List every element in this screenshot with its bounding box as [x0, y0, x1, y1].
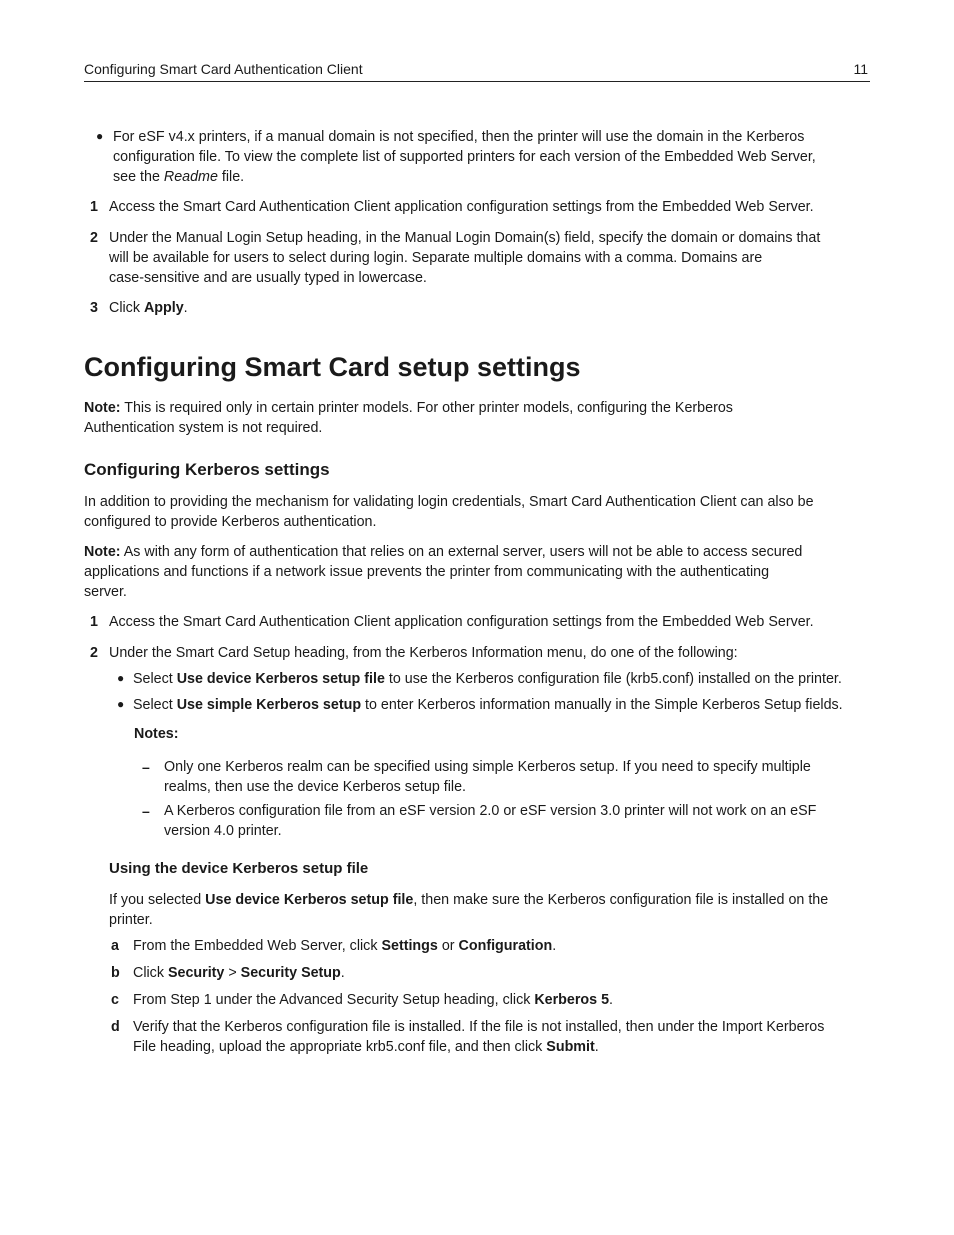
step-text: Access the Smart Card Authentication Client application configuration settings from the Embedded Web Server. [109, 614, 814, 630]
esf-bullet-text: For eSF v4.x printers, if a manual domain is not specified, then the printer will use the domain in the Kerberos configuration file. To view the complete list of supported printers for each version of the Embedded Web Server, see the Readme file. [113, 129, 816, 185]
step-number: 1 [90, 614, 98, 630]
section-title: Configuring Smart Card setup settings [84, 352, 581, 382]
subsubsection-title: Using the device Kerberos setup file [109, 860, 369, 877]
substep-text: Click Security > Security Setup. [133, 965, 345, 981]
bullet-icon: ● [96, 129, 104, 143]
dash-icon: – [142, 759, 150, 775]
substep-label: a [111, 938, 119, 954]
note-item: Only one Kerberos realm can be specified using simple Kerberos setup. If you need to specify multiple realms, then use the device Kerberos setup file. [164, 759, 811, 795]
option-text: Select Use device Kerberos setup file to use the Kerberos configuration file (krb5.conf) installed on the printer. [133, 671, 842, 687]
subsection-title: Configuring Kerberos settings [84, 460, 330, 479]
readme-ref: Readme [163, 169, 218, 185]
step-number: 2 [90, 230, 98, 246]
step-number: 3 [90, 300, 98, 316]
note-paragraph: Note: This is required only in certain printer models. For other printer models, configuring the Kerberos Authentication system is not required. [84, 400, 733, 436]
step-text: Under the Manual Login Setup heading, in the Manual Login Domain(s) field, specify the domain or domains that will be available for users to select during login. Separate multiple domains with a comma. Domains are case-sensitive and are usually typed in lowercase. [109, 230, 821, 286]
notes-label: Notes: [134, 726, 179, 742]
substep-label: c [111, 992, 119, 1008]
note-item: A Kerberos configuration file from an eSF version 2.0 or eSF version 3.0 printer will not work on an eSF version 4.0 printer. [164, 803, 817, 839]
bullet-icon: ● [117, 697, 125, 711]
header-title: Configuring Smart Card Authentication Client [84, 61, 363, 77]
step-number: 1 [90, 199, 98, 215]
step-number: 2 [90, 645, 98, 661]
note-paragraph: Note: As with any form of authentication that relies on an external server, users will not be able to access secured applications and functions if a network issue prevents the printer from communicating with the authenticating server. [84, 544, 803, 600]
substep-label: d [111, 1019, 120, 1035]
substep-text: Verify that the Kerberos configuration file is installed. If the file is not installed, then under the Import Kerberos File heading, upload the appropriate krb5.conf file, and then click Submit. [133, 1019, 825, 1055]
option-text: Select Use simple Kerberos setup to enter Kerberos information manually in the Simple Kerberos Setup fields. [133, 697, 843, 713]
intro-paragraph: In addition to providing the mechanism for validating login credentials, Smart Card Authentication Client can also be configured to provide Kerberos authentication. [84, 494, 814, 530]
substep-label: b [111, 965, 120, 981]
device-intro-paragraph: If you selected Use device Kerberos setup file, then make sure the Kerberos configuration file is installed on the printer. [109, 892, 829, 928]
step-text: Click Apply. [109, 300, 188, 316]
running-header [84, 60, 870, 82]
substep-text: From Step 1 under the Advanced Security Setup heading, click Kerberos 5. [133, 992, 614, 1008]
dash-icon: – [142, 803, 150, 819]
bullet-icon: ● [117, 671, 125, 685]
page-number: 11 [853, 61, 868, 77]
step-text: Access the Smart Card Authentication Client application configuration settings from the Embedded Web Server. [109, 199, 814, 215]
substep-text: From the Embedded Web Server, click Settings or Configuration. [133, 938, 557, 954]
step-text: Under the Smart Card Setup heading, from the Kerberos Information menu, do one of the following: [109, 645, 738, 661]
